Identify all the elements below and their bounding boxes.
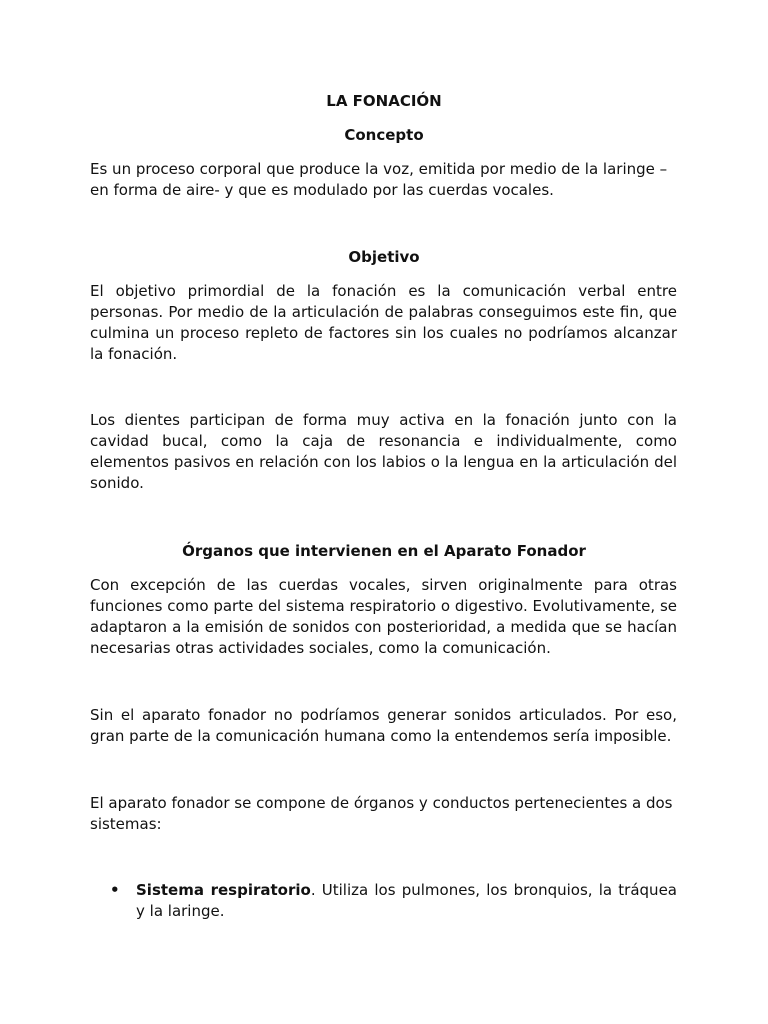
paragraph-organos-2: Sin el aparato fonador no podríamos generar sonidos articulados. Por eso, gran parte de la comunicación humana como la entendemos sería imposible.	[90, 706, 677, 745]
paragraph-organos-3: El aparato fonador se compone de órganos y conductos pertenecientes a dos sistemas:	[90, 794, 673, 833]
section-heading-organos: Órganos que intervienen en el Aparato Fonador	[182, 542, 586, 560]
paragraph-concepto: Es un proceso corporal que produce la voz, emitida por medio de la laringe – en forma de aire- y que es modulado por las cuerdas vocales.	[90, 160, 668, 199]
bullet-text	[136, 880, 677, 922]
section-heading-concepto: Concepto	[344, 126, 424, 144]
paragraph-objetivo-1: El objetivo primordial de la fonación es la comunicación verbal entre personas. Por medio de la articulación de palabras conseguimos este fin, que culmina un proceso repleto de factores sin los cuales no podríamos alcanzar la fonación.	[90, 282, 677, 363]
section-heading-objetivo: Objetivo	[348, 248, 420, 266]
document-title: LA FONACIÓN	[326, 92, 442, 110]
bullet-icon: •	[110, 881, 120, 899]
bullet-description: . Utiliza los pulmones, los bronquios, la tráquea y la laringe.	[136, 881, 677, 920]
paragraph-objetivo-2: Los dientes participan de forma muy activa en la fonación junto con la cavidad bucal, como la caja de resonancia e individualmente, como elementos pasivos en relación con los labios o la lengua en la articulación del sonido.	[90, 411, 677, 492]
bullet-bold-term: Sistema respiratorio	[136, 881, 311, 899]
paragraph-organos-1: Con excepción de las cuerdas vocales, sirven originalmente para otras funciones como parte del sistema respiratorio o digestivo. Evolutivamente, se adaptaron a la emisión de sonidos con posterioridad, a medida que se hacían necesarias otras actividades sociales, como la comunicación.	[90, 576, 677, 657]
